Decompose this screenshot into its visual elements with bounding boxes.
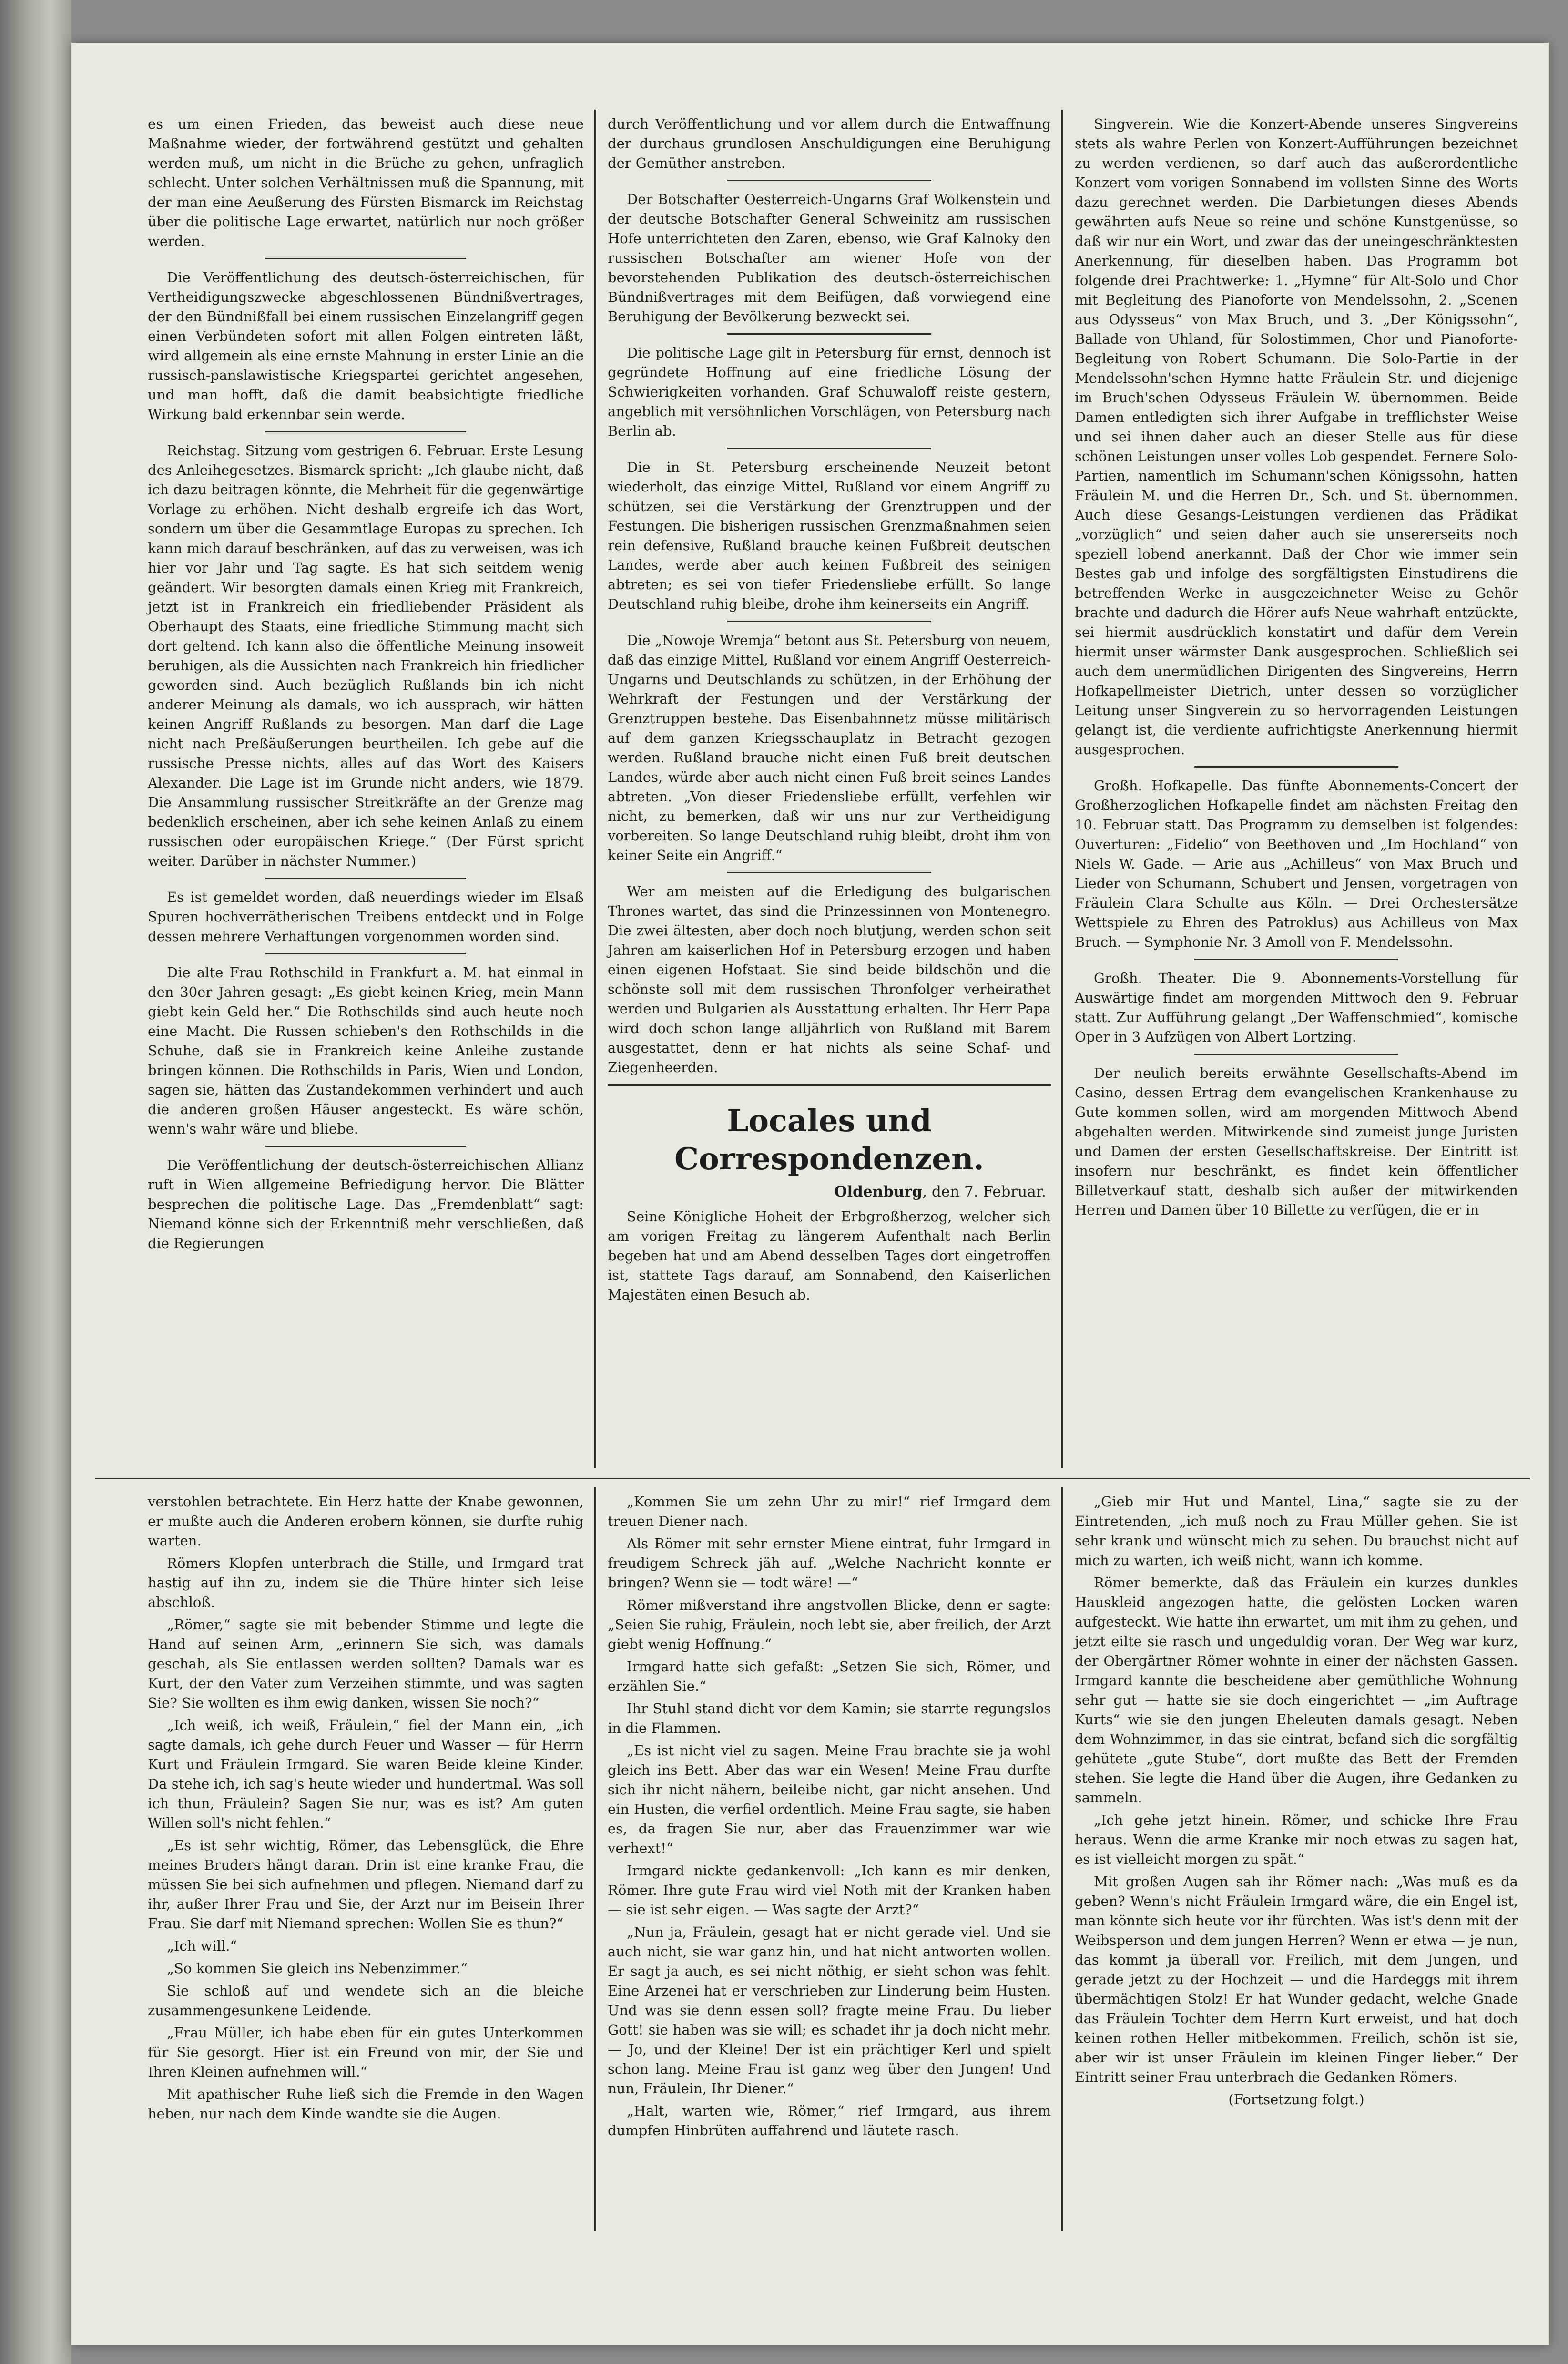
article-paragraph: Reichstag. Sitzung vom gestrigen 6. Februar. Erste Lesung des Anleihegesetzes. Bismarck spricht: „Ich glaube nicht, daß ich dazu beitragen könnte, die Mehrheit für die gegenwärtige Vorlage zu erhöhen. Nicht deshalb ergreife ich das Wort, sondern um über die Gesammtlage Europas zu sprechen. Ich kann mich darauf beschränken, auf das zu verweisen, was ich hier vor Jahr und Tag sagte. Es hat sich seitdem wenig geändert. Wir besorgten damals einen Krieg mit Frankreich, jetzt ist in Frankreich ein friedliebender Präsident als Oberhaupt des Staats, eine friedliche Stimmung macht sich dort geltend. Ich kann also die öffentliche Meinung insoweit beruhigen, als die Aussichten nach Frankreich hin friedlicher geworden sind. Auch bezüglich Rußlands bin ich nicht anderer Meinung als damals, wo ich aussprach, wir hätten keinen Angriff Rußlands zu besorgen. Man darf die Lage nicht nach Preßäußerungen beurtheilen. Ich gebe auf die russische Presse nichts, alles auf das Wort des Kaisers Alexander. Die Lage ist im Grunde nicht anders, wie 1879. Die Ansammlung russischer Streitkräfte an der Grenze mag bedenklich erscheinen, aber ich sehe keinen Anlaß zu einem russischen oder europäischen Kriege.“ (Der Fürst spricht weiter. Darüber in nächster Nummer.) xyxy=(148,442,584,869)
column-3-lower xyxy=(1075,1492,1518,2112)
article-paragraph: durch Veröffentlichung und vor allem durch die Entwaffnung der durchaus grundlosen Anschuldigungen eine Beruhigung der Gemüther anstreben. xyxy=(608,116,1051,171)
column-rule-lower-1 xyxy=(594,1487,596,2231)
column-3-upper xyxy=(1075,114,1518,1223)
story-paragraph: Römer bemerkte, daß das Fräulein ein kurzes dunkles Hauskleid angezogen hatte, die gelösten Locken waren aufgesteckt. Wie hatte ihn erwartet, um mit ihm zu gehen, und jetzt eilte sie rasch und ungeduldig voran. Der Weg war kurz, der Obergärtner Römer wohnte in einer der nächsten Gassen. Irmgard kannte die bescheidene aber gemüthliche Wohnung sehr gut — hatte sie sie doch eingerichtet — „im Auftrage Kurts“ wie sie den jungen Eheleuten damals gesagt. Neben dem Wohnzimmer, in das sie eintrat, befand sich die sorgfältig gehütete „gute Stube“, dort mußte das Bett der Fremden stehen. Sie legte die Hand über die Augen, ihre Gedanken zu sammeln. xyxy=(1075,1575,1518,1806)
separator xyxy=(727,333,931,335)
continuation-note: (Fortsetzung folgt.) xyxy=(1228,2091,1364,2108)
separator xyxy=(727,872,931,873)
story-paragraph: „Ich will.“ xyxy=(167,1938,237,1954)
story-paragraph: Als Römer mit sehr ernster Miene eintrat, fuhr Irmgard in freudigem Schreck jäh auf. „Welche Nachricht konnte er bringen? Wenn sie — todt wäre! —“ xyxy=(608,1535,1051,1591)
story-paragraph: Irmgard hatte sich gefaßt: „Setzen Sie sich, Römer, und erzählen Sie.“ xyxy=(608,1658,1051,1694)
story-paragraph: Sie schloß auf und wendete sich an die bleiche zusammengesunkene Leidende. xyxy=(148,1983,584,2018)
story-paragraph: verstohlen betrachtete. Ein Herz hatte der Knabe gewonnen, er mußte auch die Anderen erobern können, sie durfte ruhig warten. xyxy=(148,1494,584,1549)
article-paragraph: Der Botschafter Oesterreich-Ungarns Graf Wolkenstein und der deutsche Botschafter General Schweinitz am russischen Hofe unterrichteten den Zaren, ebenso, wie Graf Kalnoky den russischen Botschafter am wiener Hofe von der bevorstehenden Publikation des deutsch-österreichischen Bündnißvertrages mit dem Beifügen, daß vorwiegend eine Beruhigung der Bevölkerung bezweckt sei. xyxy=(608,191,1051,325)
separator xyxy=(727,180,931,181)
story-paragraph: Römers Klopfen unterbrach die Stille, und Irmgard trat hastig auf ihn zu, indem sie die Thüre hinter sich leise abschloß. xyxy=(148,1555,584,1610)
article-paragraph: Großh. Theater. Die 9. Abonnements-Vorstellung für Auswärtige findet am morgenden Mittwoch den 9. Februar statt. Zur Aufführung gelangt „Der Waffenschmied“, komische Oper in 3 Aufzügen von Albert Lortzing. xyxy=(1075,970,1518,1045)
separator xyxy=(727,448,931,449)
article-paragraph: Die „Nowoje Wremja“ betont aus St. Petersburg von neuem, daß das einzige Mittel, Rußland vor einem Angriff Oesterreich-Ungarns und Deutschlands zu schützen, in der Erhöhung der Wehrkraft der Festungen und der Verstärkung der Grenztruppen bestehe. Das Eisenbahnnetz müsse militärisch auf dem ganzen Kriegsschauplatz in Betracht gezogen werden. Rußland brauche nicht einen Fuß breit deutschen Landes, würde aber auch nicht einen Fuß breit seines Landes abtreten. „Von dieser Friedensliebe erfüllt, verfehlen wir nicht, zu bemerken, daß wir uns nur zur Vertheidigung vorbereiten. So lange Deutschland ruhig bleibt, droht ihm von keiner Seite ein Angriff.“ xyxy=(608,632,1051,863)
article-paragraph: Wer am meisten auf die Erledigung des bulgarischen Thrones wartet, das sind die Prinzessinnen von Montenegro. Die zwei ältesten, aber doch noch blutjung, werden schon seit Jahren am kaiserlichen Hof in Petersburg erzogen und haben einen eigenen Hofstaat. Sie sind beide bildschön und die schönste soll mit dem russischen Thronfolger verheirathet werden und Bulgarien als Ausstattung erhalten. Ihr Herr Papa wird doch schon lange alljährlich von Rußland mit Barem ausgestattet, denn er hat nichts als seine Schaf- und Ziegenheerden. xyxy=(608,883,1051,1075)
article-paragraph: es um einen Frieden, das beweist auch diese neue Maßnahme wieder, der fortwährend gestützt und gehalten werden muß, um nicht in die Brüche zu gehen, unfraglich schlecht. Unter solchen Verhältnissen muß die Spannung, mit der man eine Aeußerung des Fürsten Bismarck im Reichstag über die politische Lage erwartet, natürlich nur noch größer werden. xyxy=(148,116,584,249)
article-paragraph: Die alte Frau Rothschild in Frankfurt a. M. hat einmal in den 30er Jahren gesagt: „Es giebt keinen Krieg, mein Mann giebt kein Geld her.“ Die Rothschilds sind auch heute noch eine Macht. Die Russen schieben's den Rothschilds in die Schuhe, daß sie in Frankreich keine Anleihe zustande bringen können. Die Rothschilds in Paris, Wien und London, sagen sie, hätten das Zustandekommen verhindert und auch die anderen großen Häuser angesteckt. Es wäre schön, wenn's wahr wäre und bliebe. xyxy=(148,964,584,1137)
article-paragraph: Die Veröffentlichung der deutsch-österreichischen Allianz ruft in Wien allgemeine Befriedigung hervor. Die Blätter besprechen die politische Lage. Das „Fremdenblatt“ sagt: Niemand könne sich der Erkenntniß mehr verschließen, daß die Regierungen xyxy=(148,1157,584,1251)
separator xyxy=(265,431,466,432)
article-paragraph: Großh. Hofkapelle. Das fünfte Abonnements-Concert der Großherzoglichen Hofkapelle findet am nächsten Freitag den 10. Februar statt. Das Programm zu demselben ist folgendes: Ouverturen: „Fidelio“ von Beethoven und „Im Hochland“ von Niels W. Gade. — Arie aus „Achilleus“ von Max Bruch und Lieder von Schumann, Schubert und Jensen, vorgetragen von Fräulein Clara Schulte aus Köln. — Drei Orchestersätze Wettspiele zu Ehren des Patroklus) aus Achilleus von Max Bruch. — Symphonie Nr. 3 Amoll von F. Mendelssohn. xyxy=(1075,778,1518,950)
column-rule-upper-2 xyxy=(1061,110,1063,1468)
column-1-upper xyxy=(148,114,584,1256)
separator xyxy=(265,953,466,954)
separator xyxy=(265,878,466,879)
story-paragraph: „Es ist nicht viel zu sagen. Meine Frau brachte sie ja wohl gleich ins Bett. Aber das war ein Wesen! Meine Frau durfte sich ihr nicht nähern, beileibe nicht, gar nicht ansehen. Und ein Husten, die verfiel ordentlich. Meine Frau sagte, sie haben es, da fragen Sie nur, aber das Frauenzimmer war wie verhext!“ xyxy=(608,1742,1051,1856)
dateline-date: , den 7. Februar. xyxy=(922,1183,1046,1200)
story-paragraph: „So kommen Sie gleich ins Nebenzimmer.“ xyxy=(167,1960,468,1976)
story-paragraph: Römer mißverstand ihre angstvollen Blicke, denn er sagte: „Seien Sie ruhig, Fräulein, noch lebt sie, aber freilich, der Arzt giebt wenig Hoffnung.“ xyxy=(608,1597,1051,1652)
story-paragraph: „Gieb mir Hut und Mantel, Lina,“ sagte sie zu der Eintretenden, „ich muß noch zu Frau Müller gehen. Sie ist sehr krank und wünscht mich zu sehen. Du brauchst nicht auf mich zu warten, ich weiß nicht, wann ich komme. xyxy=(1075,1494,1518,1568)
separator xyxy=(1194,959,1398,960)
story-paragraph: Mit apathischer Ruhe ließ sich die Fremde in den Wagen heben, nur nach dem Kinde wandte sie die Augen. xyxy=(148,2086,584,2122)
story-paragraph: „Römer,“ sagte sie mit bebender Stimme und legte die Hand auf seinen Arm, „erinnern Sie sich, was damals geschah, als Sie entlassen werden sollten? Damals war es Kurt, der den Vater zum Verzeihen stimmte, und was sagten Sie? Sie wollten es ihm ewig danken, wissen Sie noch?“ xyxy=(148,1617,584,1711)
story-paragraph: „Kommen Sie um zehn Uhr zu mir!“ rief Irmgard dem treuen Diener nach. xyxy=(608,1494,1051,1529)
column-1-lower xyxy=(148,1492,584,2127)
dateline-place: Oldenburg xyxy=(834,1183,923,1200)
article-paragraph: Die Veröffentlichung des deutsch-österreichischen, für Vertheidigungszwecke abgeschlossenen Bündnißvertrages, der den Bündnißfall bei einem russischen Einzelangriff gegen einen Verbündeten sofort mit allen Folgen eintreten läßt, wird allgemein als eine ernste Mahnung in erster Linie an die russisch-panslawistische Kriegspartei gerichtet angesehen, und man hofft, daß die damit beabsichtigte friedliche Wirkung bald erkennbar sein werde. xyxy=(148,269,584,422)
article-paragraph: Singverein. Wie die Konzert-Abende unseres Singvereins stets als wahre Perlen von Konzert-Aufführungen bezeichnet zu werden verdienen, so darf auch das außerordentliche Konzert vom vorigen Sonnabend im vollsten Sinne des Worts dazu gerechnet werden. Die Darbietungen dieses Abends gewährten aufs Neue so reine und schöne Kunstgenüsse, so daß wir nur ein Wort, und zwar das der uneingeschränktesten Anerkennung, für dieselben haben. Das Programm bot folgende drei Prachtwerke: 1. „Hymne“ für Alt-Solo und Chor mit Begleitung des Pianoforte von Mendelssohn, 2. „Scenen aus Odysseus“ von Max Bruch, und 3. „Der Königssohn“, Ballade von Uhland, für Solostimmen, Chor und Pianoforte-Begleitung von Robert Schumann. Die Solo-Partie in der Mendelssohn'schen Hymne hatte Fräulein Str. und diejenige im Bruch'schen Odysseus Fräulein W. übernommen. Beide Damen entledigten sich ihrer Aufgabe in trefflichster Weise und sei ihnen daher auch an dieser Stelle aus für diese schönen Leistungen unser volles Lob gespendet. Fernere Solo-Partien, namentlich im Schumann'schen Königssohn, hatten Fräulein M. und die Herren Dr., Sch. und St. übernommen. Auch diese Gesangs-Leistungen verdienen das Prädikat „vorzüglich“ und seien daher auch sie unsererseits noch speziell lobend anerkannt. Daß der Chor wie immer sein Bestes gab und infolge des sorgfältigsten Einstudirens die betreffenden Werke in ausgezeichneter Weise zu Gehör brachte und dadurch die Hörer aufs Neue wahrhaft entzückte, sei hiermit ausdrücklich konstatirt und dafür dem Verein hiermit unser wärmster Dank ausgesprochen. Schließlich sei auch dem unermüdlichen Dirigenten des Singvereins, Herrn Hofkapellmeister Dietrich, unter dessen so vorzüglicher Leitung unser Singverein zu so hervorragenden Leistungen gelangt ist, die verdiente aufrichtigste Anerkennung hiermit ausgesprochen. xyxy=(1075,116,1518,757)
story-paragraph: „Ich weiß, ich weiß, Fräulein,“ fiel der Mann ein, „ich sagte damals, ich gehe durch Feuer und Wasser — für Herrn Kurt und Fräulein Irmgard. Sie waren Beide kleine Kinder. Da stehe ich, ich sag's heute wieder und hundertmal. Was soll ich thun, Fräulein? Sagen Sie nur, was es ist? Am guten Willen soll's nicht fehlen.“ xyxy=(148,1717,584,1831)
newspaper-page xyxy=(71,43,1549,2345)
story-paragraph: Mit großen Augen sah ihr Römer nach: „Was muß es da geben? Wenn's nicht Fräulein Irmgard wäre, die ein Engel ist, man könnte sich heute vor ihr fürchten. Was ist's denn mit der Weibsperson und dem jungen Herren? Wenn er etwa — je nun, das kommt ja überall vor. Freilich, mit dem Jungen, und gerade jetzt zu der Hochzeit — und die Hardeggs mit ihrem übermächtigen Stolz! Er hat Wunder gedacht, welche Gnade das Fräulein Tochter dem Herrn Kurt erweist, und hat doch keinen rothen Heller mitbekommen. Freilich, schön ist sie, aber wir ist unser Fräulein im kleinen Finger lieber.“ Der Eintritt seiner Frau unterbrach die Gedanken Römers. xyxy=(1075,1873,1518,2085)
separator xyxy=(1194,766,1398,768)
column-rule-lower-2 xyxy=(1061,1487,1063,2231)
separator xyxy=(265,1146,466,1147)
article-paragraph: Seine Königliche Hoheit der Erbgroßherzog, welcher sich am vorigen Freitag zu längerem Aufenthalt nach Berlin begeben hat und am Abend desselben Tages dort eingetroffen ist, stattete Tags darauf, am Sonnabend, den Kaiserlichen Majestäten einen Besuch ab. xyxy=(608,1208,1051,1303)
column-rule-upper-1 xyxy=(594,110,596,1468)
column-2-upper xyxy=(608,114,1051,1308)
separator xyxy=(608,1084,1051,1086)
article-paragraph: Die in St. Petersburg erscheinende Neuzeit betont wiederholt, das einzige Mittel, Rußland vor einem Angriff zu schützen, sei die Verstärkung der Grenztruppen und der Festungen. Die bisherigen russischen Grenzmaßnahmen seien rein defensive, Rußland brauche keinen Fußbreit deutschen Landes, werde aber auch keinen Fußbreit des seinigen abtreten; es sei von tiefer Friedensliebe erfüllt. So lange Deutschland ruhig bleibe, drohe ihm keinerseits ein Angriff. xyxy=(608,459,1051,612)
story-paragraph: Irmgard nickte gedankenvoll: „Ich kann es mir denken, Römer. Ihre gute Frau wird viel Noth mit der Kranken haben — sie ist sehr eigen. — Was sagte der Arzt?“ xyxy=(608,1863,1051,1918)
story-paragraph: Ihr Stuhl stand dicht vor dem Kamin; sie starrte regungslos in die Flammen. xyxy=(608,1700,1051,1736)
book-edge xyxy=(0,0,71,2364)
story-paragraph: „Frau Müller, ich habe eben für ein gutes Unterkommen für Sie gesorgt. Hier ist ein Freund von mir, der Sie und Ihren Kleinen aufnehmen will.“ xyxy=(148,2025,584,2080)
article-paragraph: Der neulich bereits erwähnte Gesellschafts-Abend im Casino, dessen Ertrag dem evangelischen Krankenhause zu Gute kommen sollen, wird am morgenden Mittwoch Abend abgehalten werden. Mitwirkende sind zumeist junge Juristen und Damen der ersten Gesellschaftskreise. Der Eintritt ist insofern nur beschränkt, es findet kein öffentlicher Billetverkauf statt, deshalb sich außer der mitwirkenden Herren und Damen über 10 Billette zu verfügen, die er in xyxy=(1075,1065,1518,1218)
separator xyxy=(727,621,931,622)
story-paragraph: „Ich gehe jetzt hinein. Römer, und schicke Ihre Frau heraus. Wenn die arme Kranke mir noch etwas zu sagen hat, es ist vielleicht morgen zu spät.“ xyxy=(1075,1812,1518,1867)
separator xyxy=(1194,1054,1398,1055)
story-paragraph: „Nun ja, Fräulein, gesagt hat er nicht gerade viel. Und sie auch nicht, sie war ganz hin, und hat nicht antworten wollen. Er sagt ja auch, es sei nicht nöthig, er sieht schon was fehlt. Eine Arzenei hat er verschrieben zur Linderung beim Husten. Und was sie denn essen soll? fragte meine Frau. Du lieber Gott! sie haben was sie will; es schadet ihr ja doch nicht mehr. — Jo, und der Kleine! Der ist ein prächtiger Kerl und spielt schon lang. Meine Frau ist ganz weg über den Jungen! Und nun, Fräulein, Ihr Diener.“ xyxy=(608,1924,1051,2097)
article-paragraph: Es ist gemeldet worden, daß neuerdings wieder im Elsaß Spuren hochverrätherischen Treibens entdeckt und in Folge dessen mehrere Verhaftungen vorgenommen worden sind. xyxy=(148,889,584,944)
feuilleton-divider xyxy=(95,1478,1530,1479)
section-title: Locales und Correspondenzen. xyxy=(674,1103,984,1177)
separator xyxy=(265,258,466,259)
dateline xyxy=(608,1181,1046,1202)
article-paragraph: Die politische Lage gilt in Petersburg für ernst, dennoch ist gegründete Hoffnung auf eine friedliche Lösung der Schwierigkeiten vorhanden. Graf Schuwaloff reiste gestern, angeblich mit versöhnlichen Vorschlägen, von Petersburg nach Berlin ab. xyxy=(608,345,1051,439)
story-paragraph: „Halt, warten wie, Römer,“ rief Irmgard, aus ihrem dumpfen Hinbrüten auffahrend und läutete rasch. xyxy=(608,2103,1051,2139)
story-paragraph: „Es ist sehr wichtig, Römer, das Lebensglück, die Ehre meines Bruders hängt daran. Drin ist eine kranke Frau, die müssen Sie bei sich aufnehmen und pflegen. Niemand darf zu ihr, außer Ihrer Frau und Sie, der Arzt nur im Beisein Ihrer Frau. Sie darf mit Niemand sprechen: Wollen Sie es thun?“ xyxy=(148,1837,584,1932)
column-2-lower xyxy=(608,1492,1051,2143)
